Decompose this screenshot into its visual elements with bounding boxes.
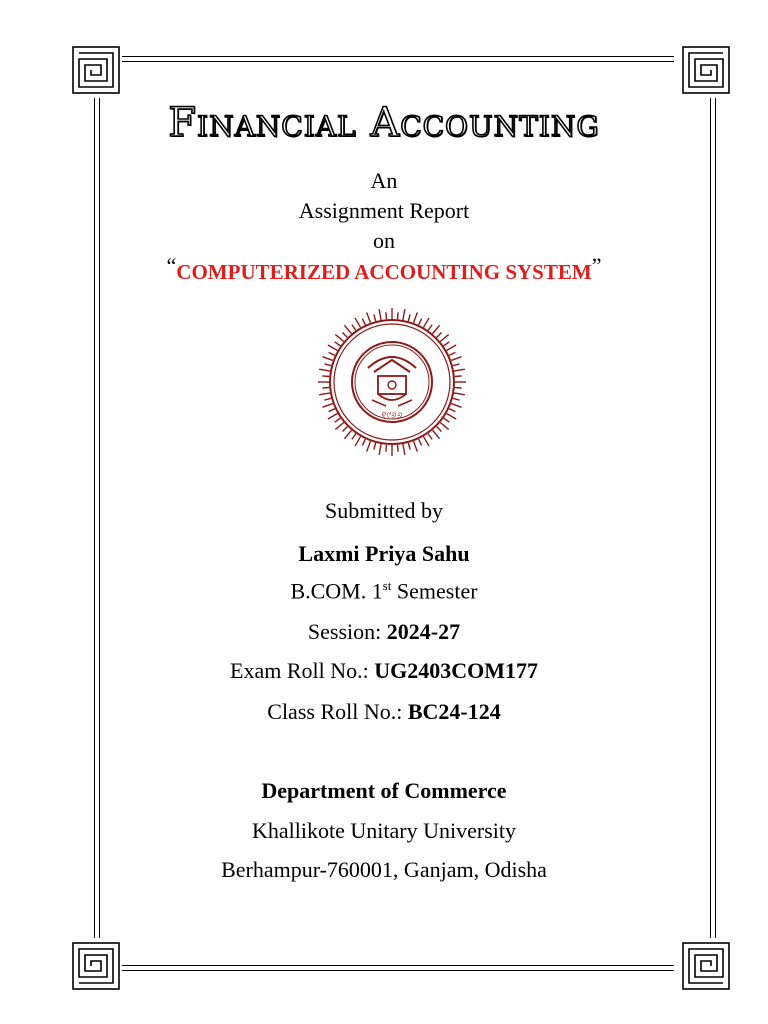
seal-ray [344, 325, 351, 333]
seal-ray [355, 318, 361, 328]
seal-ray [328, 414, 338, 420]
exam-roll-line [0, 658, 768, 684]
seal-ray [328, 345, 338, 351]
seal-ray [322, 387, 329, 388]
department-name: Department of Commerce [261, 778, 507, 803]
seal-ray [324, 364, 331, 366]
seal-ray [419, 319, 422, 325]
seal-ray [454, 393, 465, 395]
seal-ray [440, 422, 448, 429]
session-value: 2024-27 [386, 619, 461, 644]
seal-ray [322, 376, 329, 377]
seal-ray [397, 312, 398, 319]
seal-ray [343, 333, 348, 338]
seal-ray [432, 325, 439, 333]
seal-ray [352, 434, 356, 440]
seal-ray [379, 444, 381, 455]
seal-ray [362, 439, 365, 445]
seal-ray [403, 309, 405, 320]
seal-ray [379, 309, 381, 320]
seal-ray [432, 430, 439, 438]
seal-ray [397, 445, 398, 452]
open-quote: “ [166, 253, 177, 278]
course-superscript: st [382, 578, 392, 593]
corner-ornament-icon [680, 940, 732, 992]
session-line [0, 619, 768, 645]
seal-ray [408, 314, 410, 321]
seal-ray [335, 334, 343, 341]
seal-ray [428, 434, 432, 440]
exam-roll-label: Exam Roll No.: [230, 658, 375, 683]
seal-ray [374, 443, 376, 450]
student-name: Laxmi Priya Sahu [298, 541, 470, 566]
intro-line-an: An [370, 168, 398, 193]
seal-ray [453, 398, 460, 400]
close-quote: ” [591, 253, 602, 278]
seal-ray [324, 398, 331, 400]
seal-ray [437, 333, 442, 338]
intro-line-on: on [373, 228, 395, 253]
seal-ray [437, 427, 442, 432]
seal-ray [428, 325, 432, 331]
seal-ray [386, 312, 387, 319]
seal-ray [329, 409, 335, 412]
seal-ray [440, 334, 448, 341]
class-roll-value: BC24-124 [407, 699, 501, 724]
intro-line-assignment-report: Assignment Report [298, 198, 470, 223]
corner-ornament-icon [70, 44, 122, 96]
seal-ray [451, 357, 461, 361]
seal-ray [319, 369, 330, 371]
seal-ray [454, 369, 465, 371]
corner-ornament-icon [70, 940, 122, 992]
document-title: Financial Accounting [168, 100, 600, 146]
university-name: Khallikote Unitary University [252, 818, 516, 843]
seal-ray [335, 418, 341, 422]
class-roll-line [0, 699, 768, 725]
seal-ray [343, 427, 348, 432]
exam-roll-value: UG2403COM177 [374, 658, 538, 683]
seal-ray [414, 441, 418, 451]
seal-ray [444, 418, 450, 422]
seal-ray [447, 414, 457, 420]
seal-ray [447, 345, 457, 351]
seal-ray [335, 422, 343, 429]
session-label: Session: [307, 619, 387, 644]
seal-ray [344, 430, 351, 438]
course-line [0, 578, 768, 604]
seal-ray [367, 441, 371, 451]
seal-ray [424, 437, 430, 447]
seal-ray [335, 342, 341, 346]
seal-ray [419, 439, 422, 445]
seal-ray [424, 318, 430, 328]
seal-ray [451, 404, 461, 408]
seal-ray [455, 376, 462, 377]
seal-ray [455, 387, 462, 388]
seal-ray [449, 352, 455, 355]
topic-title: COMPUTERIZED ACCOUNTING SYSTEM [176, 260, 592, 284]
seal-year: ୧୯୬୬ [381, 411, 403, 421]
seal-ray [362, 319, 365, 325]
university-seal-icon [316, 306, 468, 458]
seal-ray [386, 445, 387, 452]
seal-ray [367, 312, 371, 322]
seal-ray [355, 437, 361, 447]
seal-ray [449, 409, 455, 412]
seal-ray [319, 393, 330, 395]
seal-ray [322, 404, 332, 408]
course-suffix: Semester [391, 578, 478, 604]
seal-ray [403, 444, 405, 455]
seal-ray [352, 325, 356, 331]
border-bottom-line [122, 965, 674, 971]
seal-ray [322, 357, 332, 361]
corner-ornament-icon [680, 44, 732, 96]
topic-heading [0, 253, 768, 285]
seal-ray [453, 364, 460, 366]
border-top-line [122, 56, 674, 62]
submitted-by-label: Submitted by [325, 498, 443, 523]
seal-ray [408, 443, 410, 450]
seal-ray [444, 342, 450, 346]
seal-ray [414, 312, 418, 322]
university-address: Berhampur-760001, Ganjam, Odisha [221, 857, 547, 882]
seal-ray [374, 314, 376, 321]
class-roll-label: Class Roll No.: [267, 699, 408, 724]
seal-ray [329, 352, 335, 355]
course-prefix: B.COM. 1 [290, 578, 383, 604]
